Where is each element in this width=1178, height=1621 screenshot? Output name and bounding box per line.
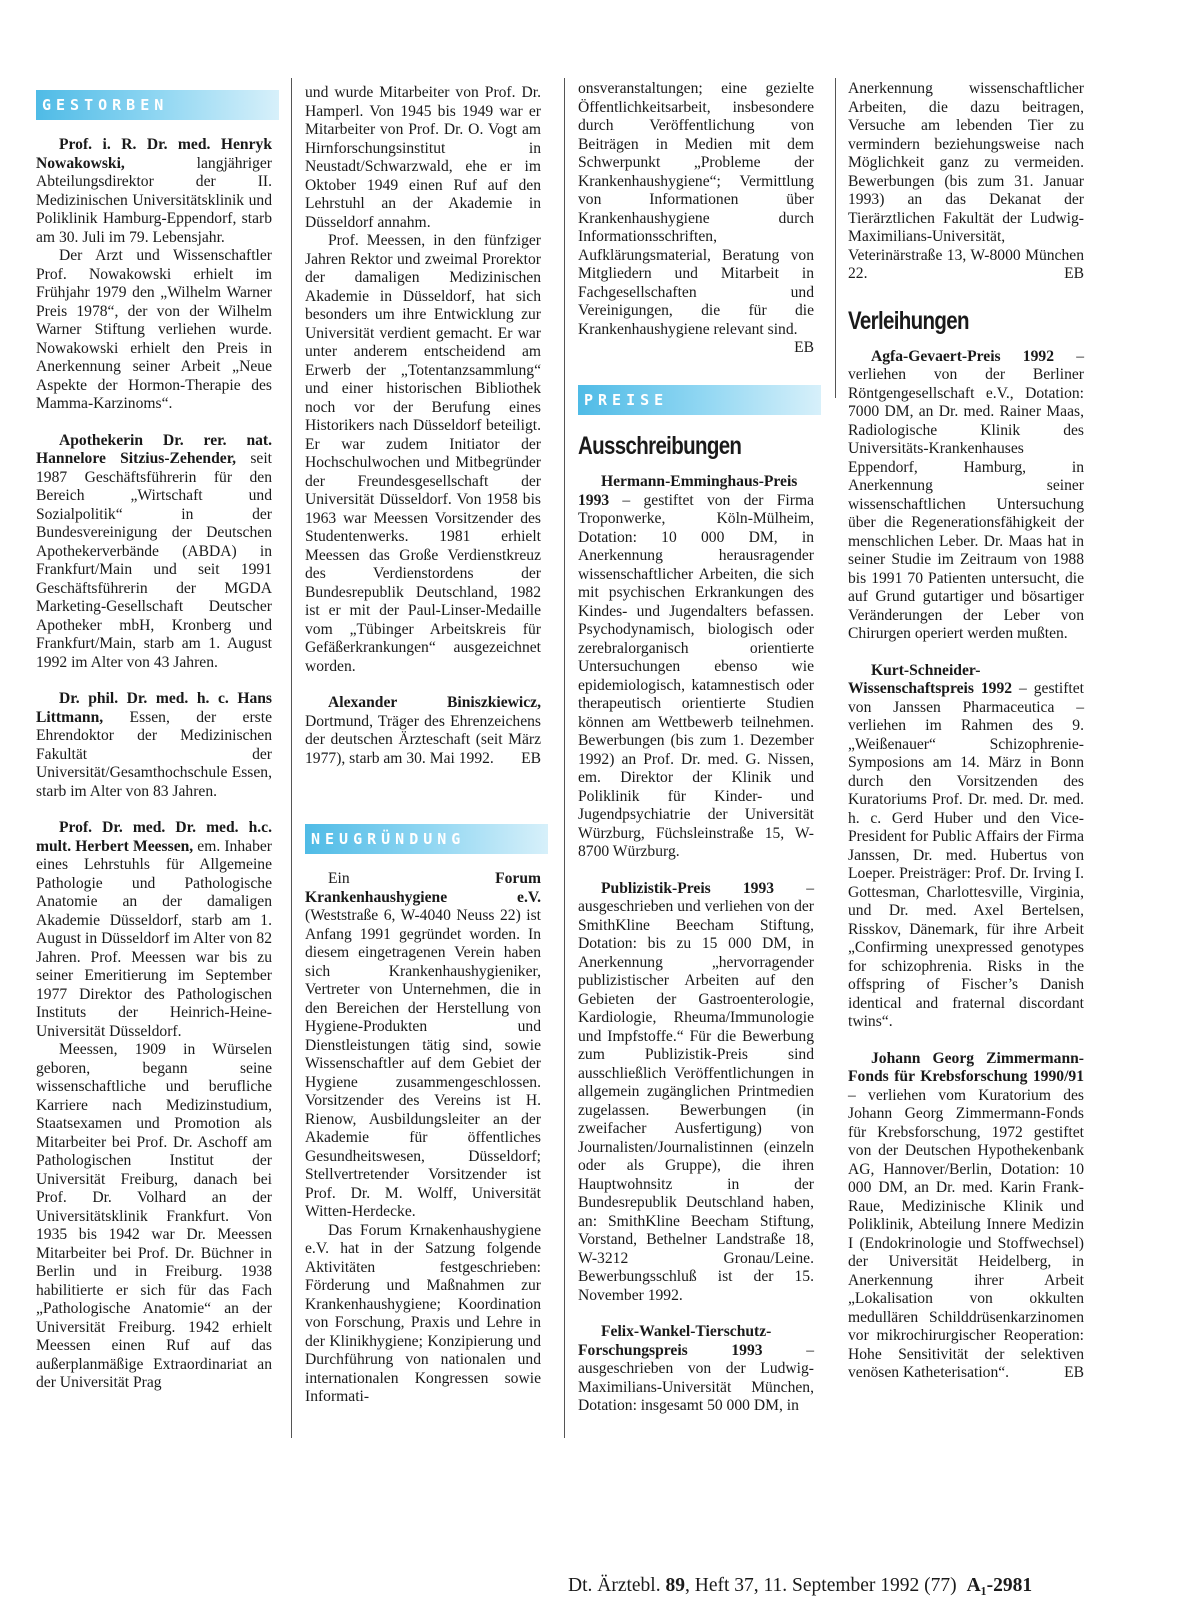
prize-text: Anerkennung wissenschaftlicher Arbeiten, die dazu beitragen, Versuche am lebenden Tier zu vermindern beziehungsweise nach Möglichkeit ganz zu vermeiden. Bewerbungen (bis zum 31. Januar 1993) an das Dekanat der Tierärztlichen Fakultät der Ludwig-Maximilians-Universität, Veterinärstraße 13, W-8000 München 22. bbox=[848, 80, 1084, 282]
obituary-continued: und wurde Mitarbeiter von Prof. Dr. Hamperl. Von 1945 bis 1949 war er Mitarbeiter von Prof. Dr. O. Vogt am Hirnforschungsinstitut in Neustadt/Schwarzwald, ehe er im Oktober 1949 einen Ruf auf den Lehrstuhl an der Akademie in Düsseldorf annahm. bbox=[305, 84, 541, 231]
person-name: Prof. i. R. Dr. med. Henryk Nowakowski, bbox=[36, 136, 272, 172]
issue-info: , Heft 37, 11. September 1992 (77) bbox=[684, 1575, 957, 1596]
section-banner-neugruendung: NEUGRÜNDUNG bbox=[305, 824, 548, 854]
prize-continued bbox=[848, 80, 1084, 284]
obituary-text: langjähriger Abteilungsdirektor der II. Medizinischen Universitätsklinik und Poliklinik Hamburg-Eppendorf, starb am 30. Juli im 79. Lebensjahr. bbox=[36, 154, 272, 246]
obituary-text: Essen, der erste Ehrendoktor der Medizinischen Fakultät der Universität/Gesamthochschule Essen, starb im Alter von 83 Jahren. bbox=[36, 708, 272, 800]
person-name: Prof. Dr. med. Dr. med. h.c. mult. Herbert Meessen, bbox=[36, 819, 272, 855]
section-banner-gestorben: GESTORBEN bbox=[36, 90, 279, 120]
section-heading-verleihungen: Verleihungen bbox=[848, 306, 969, 335]
column-3 bbox=[578, 80, 814, 1434]
author-tag: EB bbox=[521, 749, 541, 767]
article-text: Ein bbox=[328, 870, 496, 887]
column-rule-1 bbox=[291, 78, 292, 1438]
prize-name: Felix-Wankel-Tierschutz-Forschungspreis 1993 bbox=[578, 1323, 772, 1359]
prize-publizistik bbox=[578, 880, 814, 1306]
award-text: – gestiftet von Janssen Pharmaceutica – verliehen im Rahmen des 9. „Weißenauer“ Schizophrenie-Symposions am 14. März in Bonn durch den Vorsitzenden des Kuratoriums Prof. Dr. med. Dr. med. h. c. Gerd Huber und den Vice-President for Public Affairs der Firma Janssen, Dr. med. Hubertus von Loeper. Preisträger: Prof. Dr. Irving I. Gottesman, Charlottesville, Virginia, und Dr. med. Axel Bertelsen, Risskov, Dänemark, für ihre Arbeit „Confirming unexpressed genotypes for schizophrenia. Risks in the offspring of Fischer’s Danish identical and fraternal discordant twins“. bbox=[848, 680, 1085, 1030]
article-paragraph: Das Forum Krnakenhaushygiene e.V. hat in der Satzung folgende Aktivitäten festgeschrieben: Förderung und Maßnahmen zur Krankenhaushygiene; Koordination von Forschung, Praxis und Lehre in der Klinikhygiene; Konzipierung und Durchführung von nationalen und internationalen Kongressen sowie Informati- bbox=[305, 1221, 541, 1405]
award-agfa-gevaert bbox=[848, 348, 1084, 644]
prize-text: – ausgeschrieben und verliehen von der SmithKline Beecham Stiftung, Dotation: bis zu 15 000 DM, in Anerkennung „hervorragender publizistischer Arbeiten auf den Gebieten der Gastroenterologie, Kardiologie, Rheuma/Immunologie und Impfstoffe.“ Für die Bewerbung zum Publizistik-Preis sind ausschließlich Veröffentlichungen in allgemein zugänglichen Printmedien zugelassen. Bewerbungen (in zweifacher Ausfertigung) von Journalisten/Journalistinnen (einzeln oder als Gruppe), die ihren Hauptwohnsitz in der Bundesrepublik Deutschland haben, an: SmithKline Beecham Stiftung, Vorstand, Bethelner Landstraße 18, W-3212 Gronau/Leine. Bewerbungsschluß ist der 15. November 1992. bbox=[578, 879, 814, 1304]
person-name: Apothekerin Dr. rer. nat. Hannelore Sitzius-Zehender, bbox=[36, 431, 272, 467]
award-name: Agfa-Gevaert-Preis 1992 bbox=[871, 347, 1054, 365]
page-footer bbox=[568, 1575, 1032, 1597]
person-name: Dr. phil. Dr. med. h. c. Hans Littmann, bbox=[36, 690, 272, 726]
section-heading-ausschreibungen: Ausschreibungen bbox=[578, 432, 742, 460]
organization-name: Forum Krankenhaushygiene e.V. bbox=[305, 870, 541, 906]
award-kurt-schneider bbox=[848, 662, 1084, 1032]
column-rule-3 bbox=[835, 78, 836, 398]
obituary-text: seit 1987 Geschäftsführerin für den Bereich „Wirtschaft und Sozialpolitik“ in der Bundesvereinigung der Deutschen Apothekerverbände (ABDA) in Frankfurt/Main und seit 1991 Geschäftsführerin der MGDA Marketing-Gesellschaft Deutscher Apotheker mbH, Kronberg und Frankfurt/Main, starb am 1. August 1992 im Alter von 43 Jahren. bbox=[36, 450, 272, 671]
obituary-biniszkiewicz bbox=[305, 694, 541, 768]
author-tag: EB bbox=[794, 339, 814, 356]
obituary-littmann bbox=[36, 690, 272, 801]
award-text: – verliehen vom Kuratorium des Johann Georg Zimmermann-Fonds für Krebsforschung, 1972 gestiftet von der Deutschen Hypothekenbank AG, Hannover/Berlin, Dotation: 10 000 DM, an Dr. med. Karin Frank-Raue, Medizinische Klinik und Poliklinik, Abteilung Innere Medizin I (Endokrinologie und Stoffwechsel) der Universität Heidelberg, in Anerkennung ihrer Arbeit „Lokalisation von okkulten medullären Schilddrüsenkarzinomen vor mikrochirurgischer Reoperation: Hohe Sensitivität der selektiven venösen Katheterisation“. bbox=[848, 1086, 1084, 1381]
column-4 bbox=[848, 80, 1084, 1401]
obituary-nowakowski bbox=[36, 136, 272, 414]
prize-text: – ausgeschrieben von der Ludwig-Maximilians-Universität München, Dotation: insgesamt 50 000 DM, in bbox=[578, 1341, 814, 1414]
obituary-paragraph: Der Arzt und Wissenschaftler Prof. Nowakowski erhielt im Frühjahr 1979 den „Wilhelm Warner Preis 1978“, der von der Wilhelm Warner Stiftung verliehen wurde. Nowakowski erhielt den Preis in Anerkennung seiner Arbeit „Neue Aspekte der Hormon-Therapie des Mamma-Karzinoms“. bbox=[36, 247, 272, 412]
obituary-text: em. Inhaber eines Lehrstuhls für Allgemeine Pathologie und Pathologische Anatomie an der damaligen Akademie Düsseldorf, starb am 1. August in Düsseldorf im Alter von 82 Jahren. Prof. Meessen war bis zu seiner Emeritierung im September 1977 Direktor des Pathologischen Instituts der Heinrich-Heine-Universität Düsseldorf. bbox=[36, 837, 272, 1040]
award-name: Johann Georg Zimmermann-Fonds für Krebsforschung 1990/91 bbox=[848, 1049, 1084, 1085]
prize-wankel bbox=[578, 1323, 814, 1416]
award-text: – verliehen von der Berliner Röntgengesellschaft e.V., Dotation: 7000 DM, an Dr. med. Rainer Maas, Radiologische Klinik des Universitäts-Krankenhauses Eppendorf, Hamburg, in Anerkennung seiner wissenschaftlichen Untersuchung über die Regenerationsfähigkeit der menschlichen Leber. Dr. Maas hat in seiner Studie im Zeitraum von 1988 bis 1991 70 Patienten untersucht, die auf Grund gutartiger und bösartiger Veränderungen der Leber von Chirurgen operiert werden mußten. bbox=[848, 347, 1084, 642]
award-zimmermann bbox=[848, 1050, 1084, 1383]
article-continued bbox=[578, 80, 814, 356]
award-name: Kurt-Schneider-Wissenschaftspreis 1992 bbox=[848, 661, 1013, 697]
obituary-sitzius-zehender bbox=[36, 432, 272, 673]
obituary-meessen bbox=[36, 819, 272, 1393]
prize-emminghaus bbox=[578, 473, 814, 862]
prize-name: Hermann-Emminghaus-Preis 1993 bbox=[578, 473, 798, 509]
obituary-paragraph: Meessen, 1909 in Würselen geboren, begann seine wissenschaftliche und berufliche Karriere nach Medizinstudium, Staatsexamen und Promotion als Mitarbeiter bei Prof. Dr. Aschoff am Pathologischen Institut der Universität Freiburg, danach bei Prof. Dr. Volhard an der Universitätsklinik Frankfurt. Von 1935 bis 1942 war Dr. Meessen Mitarbeiter bei Prof. Dr. Büchner in Berlin und in Freiburg. 1938 habilitierte er sich für das Fach „Pathologische Anatomie“ an der Universität Freiburg. 1942 erhielt Meessen einen Ruf auf das außerplanmäßige Extraordinariat an der Universität Prag bbox=[36, 1041, 272, 1391]
article-text: (Weststraße 6, W-4040 Neuss 22) ist Anfang 1991 gegründet worden. In diesem eingetragenen Verein haben sich Krankenhaushygieniker, Vertreter von Unternehmen, die in den Bereichen der Herstellung von Hygiene-Produkten und Dienstleistungen tätig sind, sowie Wissenschaftler auf dem Gebiet der Hygiene zusammengeschlossen. Vorsitzender des Vereins ist H. Rienow, Ausbildungsleiter an der Akademie für öffentliches Gesundheitswesen, Düsseldorf; Stellvertretender Vorsitzender ist Prof. Dr. M. Wolff, Universität Witten-Herdecke. bbox=[305, 907, 541, 1220]
obituary-paragraph: Prof. Meessen, in den fünfziger Jahren Rektor und zweimal Prorektor der damaligen Medizinischen Akademie in Düsseldorf, hat sich besonders um ihre Entwicklung zur Universität verdient gemacht. Er war unter anderem entscheidend am Erwerb der „Totentanzsammlung“ und einer historischen Bibliothek noch vor der Berufung eines Historikers nach Düsseldorf beteiligt. Er war zudem Initiator der Hochschulwochen und Mitbegründer der Freundesgesellschaft der Universität Düsseldorf. Von 1958 bis 1963 war Meessen Vorsitzender des Studentenwerks. 1981 erhielt Meessen das Große Verdienstkreuz des Verdienstordens der Bundesrepublik Deutschland, 1982 ist er mit der Paul-Linser-Medaille vom „Tübinger Arbeitskreis für Gefäßerkrankungen“ ausgezeichnet worden. bbox=[305, 232, 541, 675]
obituary-text: Dortmund, Träger des Ehrenzeichens der deutschen Ärzteschaft (seit März 1977), starb am 30. Mai 1992. bbox=[305, 712, 541, 767]
prize-text: – gestiftet von der Firma Troponwerke, Köln-Mülheim, Dotation: 10 000 DM, in Anerkennung herausragender wissenschaftlicher Arbeiten, die sich mit psychischen Erkrankungen des Kindes- und Jugendalters befassen. Psychodynamisch, biologisch oder zerebralorganisch orientierte Untersuchungen ebenso wie epidemiologisch, katamnestisch oder therapeutisch orientierte Studien können am Wettbewerb teilnehmen. Bewerbungen (bis zum 1. Dezember 1992) an Prof. Dr. med. G. Nissen, em. Direktor der Klinik und Poliklinik für Kinder- und Jugendpsychiatrie der Universität Würzburg, Füchsleinstraße 15, W-8700 Würzburg. bbox=[578, 491, 814, 860]
section-banner-preise: PREISE bbox=[578, 385, 821, 415]
author-tag: EB bbox=[1064, 265, 1084, 282]
author-tag: EB bbox=[1064, 1364, 1084, 1381]
page-number: A₁-2981 bbox=[966, 1575, 1033, 1596]
column-2 bbox=[305, 84, 541, 1407]
column-1 bbox=[36, 84, 272, 1411]
column-rule-2 bbox=[564, 78, 565, 1438]
journal-name: Dt. Ärztebl. bbox=[568, 1575, 666, 1596]
volume-number: 89 bbox=[665, 1575, 685, 1596]
person-name: Alexander Biniszkiewicz, bbox=[328, 694, 541, 711]
prize-name: Publizistik-Preis 1993 bbox=[601, 879, 775, 897]
article-text: onsveranstaltungen; eine gezielte Öffentlichkeitsarbeit, insbesondere durch Veröffentlichung von Beiträgen in Medien mit dem Schwerpunkt „Probleme der Krankenhaushygiene“; Vermittlung von Informationen über Krankenhaushygiene durch Informationsschriften, Aufklärungsmaterial, Beratung von Mitgliedern und Mitarbeit in Fachgesellschaften und Vereinigungen, die für die Krankenhaushygiene relevant sind. bbox=[578, 80, 814, 338]
